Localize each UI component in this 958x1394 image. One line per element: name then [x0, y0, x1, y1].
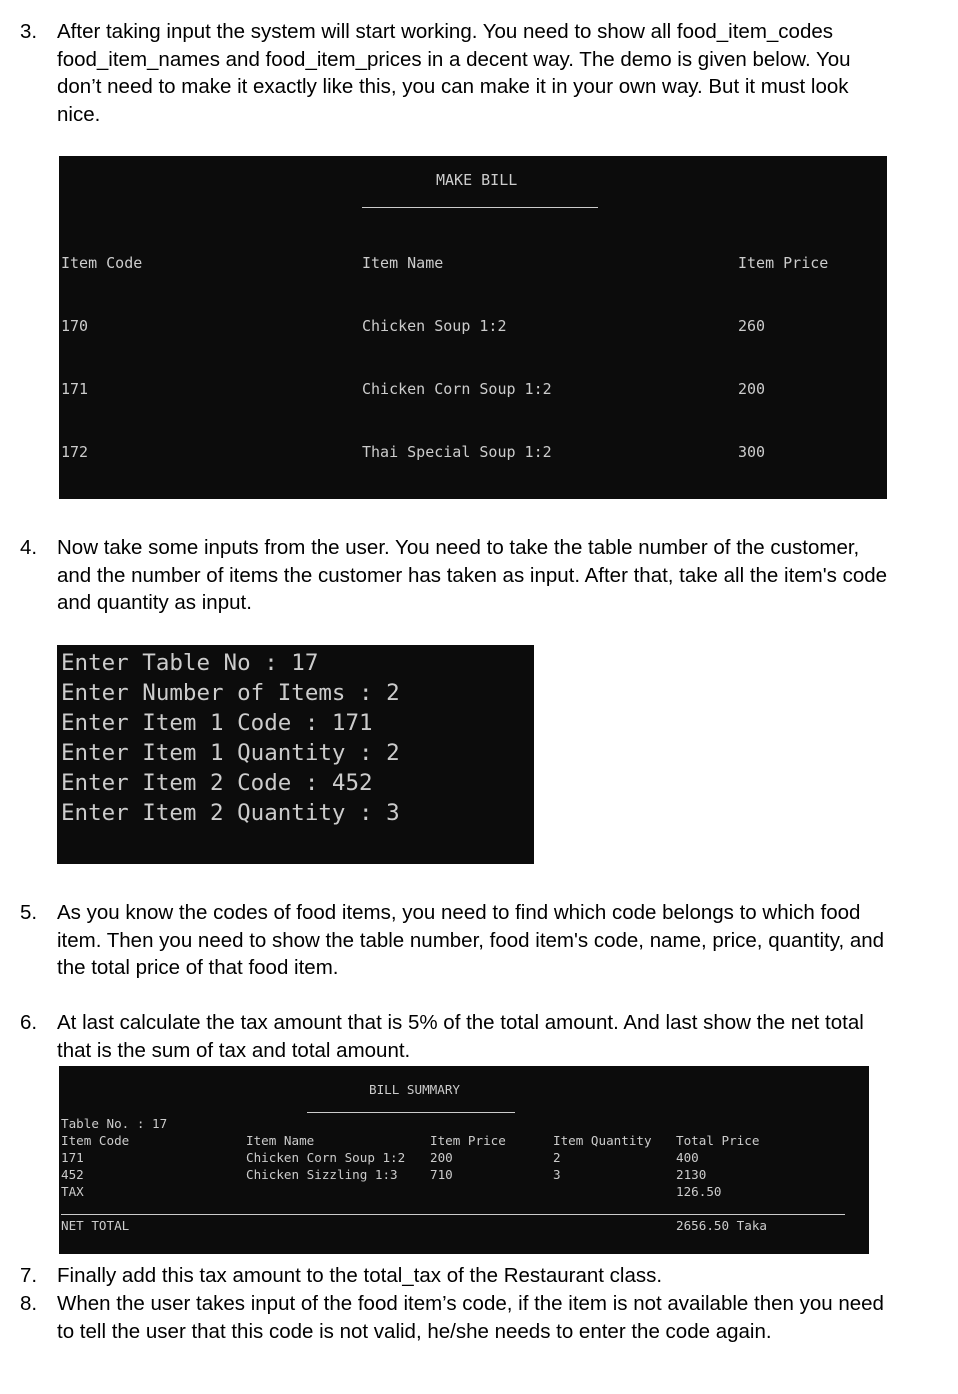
console-line: Enter Item 1 Quantity : 2: [61, 740, 400, 766]
cell: 200: [430, 1150, 453, 1165]
cell: 171: [61, 1150, 84, 1165]
instruction-text: Finally add this tax amount to the total_tax of the Restaurant class.: [57, 1264, 663, 1287]
instruction-text: As you know the codes of food items, you need to find which code belongs to which food item. Then you need to show the table number, food item's code, name, price, quantity, and the total price of that food item.: [57, 901, 885, 979]
bill-summary-console: [59, 1066, 869, 1254]
instruction-text: At last calculate the tax amount that is 5% of the total amount. And last show the net total that is the sum of tax and total amount.: [57, 1011, 864, 1062]
column-header: Total Price: [676, 1133, 760, 1148]
title-underline: [362, 207, 598, 208]
cell: 200: [738, 380, 766, 398]
console-line: Enter Item 1 Code : 171: [61, 710, 373, 736]
cell: 400: [676, 1150, 699, 1165]
item-name-column: [362, 211, 561, 499]
console-title: BILL SUMMARY: [369, 1082, 460, 1097]
net-total-value: 2656.50 Taka: [676, 1218, 767, 1233]
item-price-column: [738, 211, 828, 499]
cell: 2130: [676, 1167, 707, 1182]
tax-label: TAX: [61, 1184, 84, 1199]
console-title: MAKE BILL: [436, 171, 518, 189]
column-header: Item Code: [61, 1133, 130, 1148]
total-divider: [61, 1214, 845, 1215]
title-underline: [307, 1112, 515, 1113]
column-header: Item Name: [362, 254, 444, 272]
instruction-number: 3.: [20, 20, 38, 43]
table-number: Table No. : 17: [61, 1116, 168, 1131]
cell: Thai Special Soup 1:2: [362, 443, 552, 461]
column-header: Item Code: [61, 254, 143, 272]
instruction-text: After taking input the system will start working. You need to show all food_item_codes food_item_names and food_item_prices in a decent way. The demo is given below. You don’t need to make it exactly like this, you can make it in your own way. But it must look nice.: [57, 20, 851, 126]
cell: Chicken Soup 1:2: [362, 317, 507, 335]
console-line: Enter Number of Items : 2: [61, 680, 400, 706]
cell: Chicken Corn Soup 1:2: [246, 1150, 406, 1165]
cell: Chicken Corn Soup 1:2: [362, 380, 552, 398]
console-line: Enter Table No : 17: [61, 650, 319, 676]
cell: 171: [61, 380, 89, 398]
cell: 172: [61, 443, 89, 461]
instruction-number: 8.: [20, 1292, 38, 1315]
instruction-number: 7.: [20, 1264, 38, 1287]
console-line: Enter Item 2 Quantity : 3: [61, 800, 400, 826]
cell: 300: [738, 443, 766, 461]
console-line: Enter Item 2 Code : 452: [61, 770, 373, 796]
column-header: Item Price: [738, 254, 829, 272]
cell: 170: [61, 317, 89, 335]
input-console: [57, 645, 534, 864]
cell: 452: [61, 1167, 84, 1182]
instruction-text: When the user takes input of the food item’s code, if the item is not available then you need to tell the user that this code is not valid, he/she needs to enter the code again.: [57, 1292, 884, 1343]
cell: Chicken Sizzling 1:3: [246, 1167, 398, 1182]
cell: 710: [430, 1167, 453, 1182]
cell: 3: [553, 1167, 561, 1182]
instruction-number: 4.: [20, 536, 38, 559]
column-header: Item Name: [246, 1133, 315, 1148]
net-total-label: NET TOTAL: [61, 1218, 130, 1233]
item-code-column: [61, 211, 142, 499]
tax-value: 126.50: [676, 1184, 722, 1199]
cell: 2: [553, 1150, 561, 1165]
make-bill-console: [59, 156, 887, 499]
instruction-number: 6.: [20, 1011, 38, 1034]
cell: 260: [738, 317, 766, 335]
instruction-text: Now take some inputs from the user. You need to take the table number of the customer, and the number of items the customer has taken as input. After that, take all the item's code and quantity as input.: [57, 536, 888, 614]
instruction-number: 5.: [20, 901, 38, 924]
column-header: Item Quantity: [553, 1133, 652, 1148]
column-header: Item Price: [430, 1133, 506, 1148]
